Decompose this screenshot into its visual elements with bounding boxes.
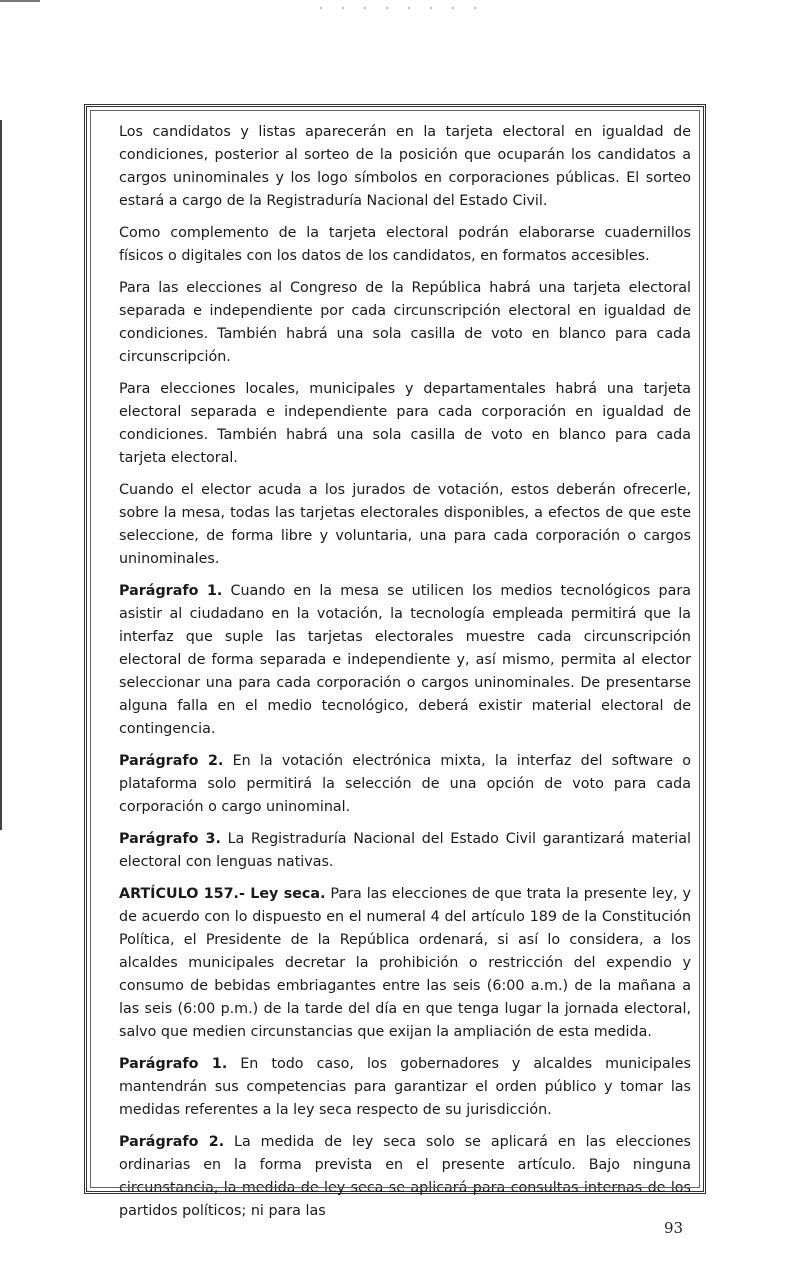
- paragrafo-1: Parágrafo 1. Cuando en la mesa se utilicen los medios tecnológicos para asistir al ciudadano en la votación, la tecnología empleada permitirá que la interfaz que suple las tarjetas electorales muestre cada circunscripción electoral de forma separada e independiente y, así mismo, permita al elector seleccionar una para cada corporación o cargos uninominales. De presentarse alguna falla en el medio tecnológico, deberá existir material electoral de contingencia.: [119, 583, 691, 737]
- article-157-paragrafo-2: Parágrafo 2. La medida de ley seca solo se aplicará en las elecciones ordinarias en la forma prevista en el presente artículo. Bajo ninguna circunstancia, la medida de ley seca se aplicará para consultas internas de los partidos políticos; ni para las: [119, 1134, 691, 1219]
- article-heading: ARTÍCULO 157.- Ley seca.: [119, 886, 326, 902]
- page-number: 93: [664, 1219, 684, 1237]
- paragrafo-heading: Parágrafo 3.: [119, 831, 221, 847]
- paragrafo-heading: Parágrafo 1.: [119, 583, 223, 599]
- paragrafo-heading: Parágrafo 1.: [119, 1056, 228, 1072]
- paragraph-1: Los candidatos y listas aparecerán en la tarjeta electoral en igualdad de condiciones, posterior al sorteo de la posición que ocuparán los candidatos a cargos uninominales y los logo símbolos en corporaciones públicas. El sorteo estará a cargo de la Registraduría Nacional del Estado Civil.: [119, 124, 691, 209]
- paragrafo-heading: Parágrafo 2.: [119, 1134, 225, 1150]
- document-body: [119, 121, 691, 1232]
- article-157: ARTÍCULO 157.- Ley seca. Para las elecciones de que trata la presente ley, y de acuerdo con lo dispuesto en el numeral 4 del artículo 189 de la Constitución Política, el Presidente de la República ordenará, si así lo considera, a los alcaldes municipales decretar la prohibición o restricción del expendio y consumo de bebidas embriagantes entre las seis (6:00 a.m.) de la mañana a las seis (6:00 p.m.) de la tarde del día en que tenga lugar la jornada electoral, salvo que medien circunstancias que exijan la ampliación de esta medida.: [119, 886, 692, 1040]
- paragrafo-2: Parágrafo 2. En la votación electrónica mixta, la interfaz del software o plataforma solo permitirá la selección de una opción de voto para cada corporación o cargo uninominal.: [119, 753, 691, 815]
- paragraph-4: Para elecciones locales, municipales y departamentales habrá una tarjeta electoral separada e independiente para cada corporación en igualdad de condiciones. También habrá una sola casilla de voto en blanco para cada tarjeta electoral.: [119, 381, 691, 466]
- paragrafo-heading: Parágrafo 2.: [119, 753, 224, 769]
- scan-left-edge: [0, 120, 2, 830]
- text-frame: [84, 104, 706, 1219]
- article-157-paragrafo-1: Parágrafo 1. En todo caso, los gobernadores y alcaldes municipales mantendrán sus competencias para garantizar el orden público y tomar las medidas referentes a la ley seca respecto de su jurisdicción.: [119, 1056, 691, 1118]
- scan-dust: [310, 4, 480, 12]
- paragraph-2: Como complemento de la tarjeta electoral podrán elaborarse cuadernillos físicos o digitales con los datos de los candidatos, en formatos accesibles.: [119, 225, 691, 264]
- paragrafo-3: Parágrafo 3. La Registraduría Nacional del Estado Civil garantizará material electoral con lenguas nativas.: [119, 831, 691, 870]
- scan-edge-mark: [0, 0, 40, 2]
- paragraph-3: Para las elecciones al Congreso de la República habrá una tarjeta electoral separada e independiente por cada circunscripción electoral en igualdad de condiciones. También habrá una sola casilla de voto en blanco para cada circunscripción.: [119, 280, 691, 365]
- paragraph-5: Cuando el elector acuda a los jurados de votación, estos deberán ofrecerle, sobre la mesa, todas las tarjetas electorales disponibles, a efectos de que este seleccione, de forma libre y voluntaria, una para cada corporación o cargos uninominales.: [119, 482, 691, 567]
